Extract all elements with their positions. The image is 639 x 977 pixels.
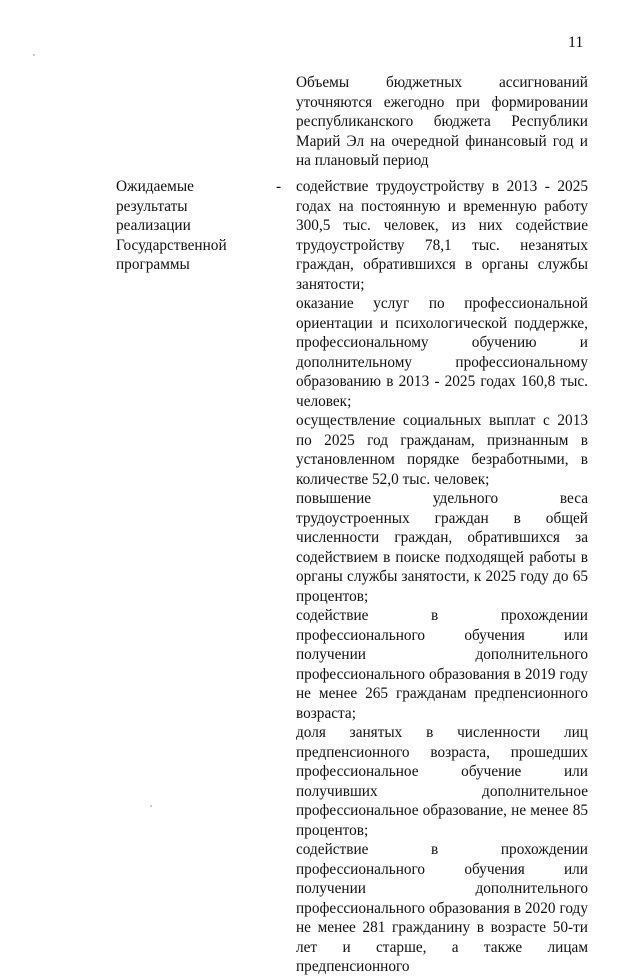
- section-label-line: результаты: [116, 197, 188, 215]
- section-label-line: реализации: [116, 217, 191, 234]
- result-item: доля занятых в численности лиц предпенсионного возраста, прошедших профессиональное обучение или получивших дополнительное профессиональное образование, не менее 85 процентов;: [296, 724, 588, 839]
- scan-speck: [33, 54, 35, 56]
- results-list: [296, 177, 588, 977]
- scan-speck: [150, 805, 152, 807]
- result-item: содействие в прохождении профессионального обучения или получении дополнительного профессионального образования в 2019 году не менее 265 гражданам предпенсионного возраста;: [296, 607, 588, 722]
- page-number: 11: [568, 34, 584, 51]
- result-item: повышение удельного веса трудоустроенных граждан в общей численности граждан, обратившихся за содействием в поиске подходящей работы в органы службы занятости, к 2025 году до 65 процентов;: [296, 490, 588, 605]
- section-label-line: программы: [116, 256, 190, 273]
- funding-note: [296, 73, 588, 171]
- section-label-line: Государственной: [116, 236, 227, 254]
- section-label-line: Ожидаемые: [116, 178, 194, 195]
- section-label: [116, 177, 266, 275]
- funding-note-text: Объемы бюджетных ассигнований уточняются ежегодно при формировании республиканского бюджета Республики Марий Эл на очередной финансовый год и на плановый период: [296, 74, 588, 169]
- result-item: содействие в прохождении профессионального обучения или получении дополнительного профессионального образования в 2020 году не менее 281 гражданину в возрасте 50-ти лет и старше, а также лицам предпенсионного: [296, 841, 588, 975]
- result-item: осуществление социальных выплат с 2013 по 2025 год гражданам, признанным в установленном порядке безработными, в количестве 52,0 тыс. человек;: [296, 412, 588, 488]
- result-item: оказание услуг по профессиональной ориентации и психологической поддержке, профессиональному обучению и дополнительному профессиональному образованию в 2013 - 2025 годах 160,8 тыс. человек;: [296, 295, 588, 410]
- result-item: содействие трудоустройству в 2013 - 2025 годах на постоянную и временную работу 300,5 тыс. человек, из них содействие трудоустройству 78,1 тыс. незанятых граждан, обратившихся в органы службы занятости;: [296, 178, 588, 293]
- label-separator: -: [276, 178, 282, 195]
